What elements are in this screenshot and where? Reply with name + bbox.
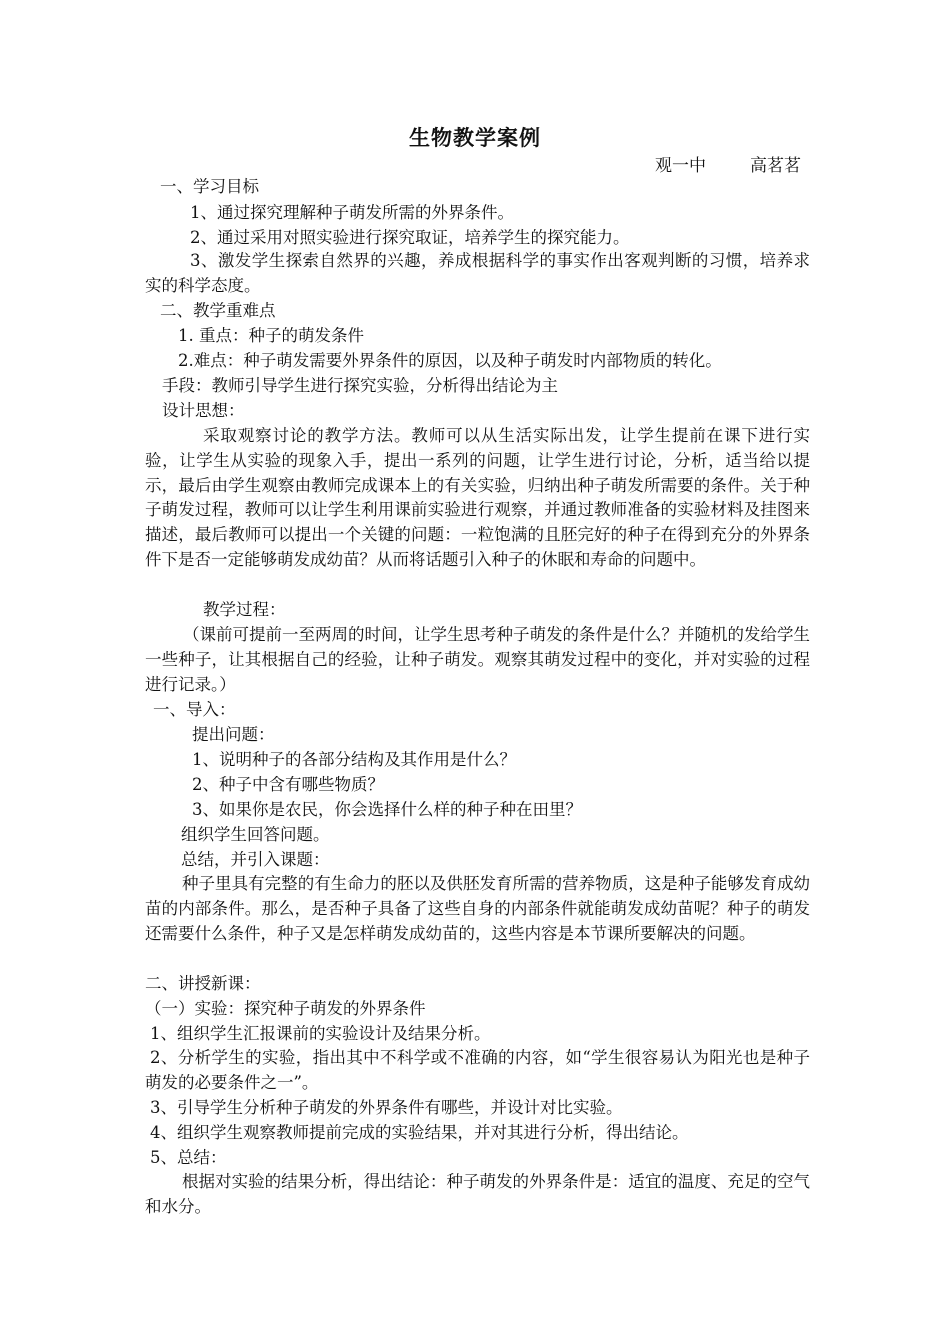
design-paragraph: 采取观察讨论的教学方法。教师可以从生活实际出发，让学生提前在课下进行实验，让学生从实验的现象入手，提出一系列的问题，让学生进行讨论，分析，适当给以提示，最后由学生观察由教师完成课本上的有关实验，归纳出种子萌发所需要的条件。关于种子萌发过程，教师可以让学生利用课前实验进行观察，并通过教师准备的实验材料及挂图来描述，最后教师可以提出一个关键的问题：一粒饱满的且胚完好的种子在得到充分的外界条件下是否一定能够萌发成幼苗？从而将话题引入种子的休眠和寿命的问题中。 [145, 426, 810, 569]
goal-item-3: 3、激发学生探索自然界的兴趣，养成根据科学的事实作出客观判断的习惯，培养求实的科学态度。 [145, 251, 810, 295]
pre-class-paragraph: （课前可提前一至两周的时间，让学生思考种子萌发的条件是什么？并随机的发给学生一些种子，让其根据自己的经验，让种子萌发。观察其萌发过程中的变化，并对实验的过程进行记录。） [145, 625, 810, 694]
school-name: 观一中 [655, 156, 706, 176]
section-heading-keypoints: 二、教学重难点 [160, 301, 276, 320]
process-heading: 教学过程： [203, 600, 286, 619]
section-heading-goals: 一、学习目标 [160, 177, 259, 196]
difficult-point: 2.难点：种子萌发需要外界条件的原因，以及种子萌发时内部物质的转化。 [178, 351, 722, 370]
author-name: 高茗茗 [750, 156, 801, 176]
author-line [655, 151, 801, 176]
document-title: 生物教学案例 [409, 125, 541, 150]
step-3: 3、引导学生分析种子萌发的外界条件有哪些，并设计对比实验。 [150, 1098, 623, 1117]
question-3: 3、如果你是农民，你会选择什么样的种子种在田里？ [192, 800, 582, 819]
step-1: 1、组织学生汇报课前的实验设计及结果分析。 [150, 1024, 491, 1043]
summary-paragraph: 种子里具有完整的有生命力的胚以及供胚发育所需的营养物质，这是种子能够发育成幼苗的内部条件。那么，是否种子具备了这些自身的内部条件就能萌发成幼苗呢？种子的萌发还需要什么条件，种子又是怎样萌发成幼苗的，这些内容是本节课所要解决的问题。 [145, 874, 810, 943]
summary-heading: 总结，并引入课题： [181, 850, 330, 869]
step-2: 2、分析学生的实验，指出其中不科学或不准确的内容，如“学生很容易认为阳光也是种子萌发的必要条件之一”。 [145, 1048, 810, 1092]
key-point: 1. 重点：种子的萌发条件 [178, 326, 364, 345]
conclusion-paragraph: 根据对实验的结果分析，得出结论：种子萌发的外界条件是：适宜的温度、充足的空气和水分。 [145, 1172, 810, 1216]
question-2: 2、种子中含有哪些物质？ [192, 775, 384, 794]
goal-item-1: 1、通过探究理解种子萌发所需的外界条件。 [190, 203, 514, 222]
organize-answer: 组织学生回答问题。 [181, 825, 330, 844]
teach-heading: 二、讲授新课： [145, 974, 261, 993]
teaching-means: 手段：教师引导学生进行探究实验，分析得出结论为主 [162, 376, 558, 395]
design-heading: 设计思想： [162, 401, 245, 420]
goal-item-2: 2、通过采用对照实验进行探究取证，培养学生的探究能力。 [190, 228, 630, 247]
experiment-heading: （一）实验：探究种子萌发的外界条件 [145, 999, 426, 1018]
step-5: 5、总结： [150, 1148, 227, 1167]
step-4: 4、组织学生观察教师提前完成的实验结果，并对其进行分析，得出结论。 [150, 1123, 689, 1142]
ask-heading: 提出问题： [192, 725, 275, 744]
intro-heading: 一、导入： [153, 700, 236, 719]
question-1: 1、说明种子的各部分结构及其作用是什么？ [192, 750, 516, 769]
